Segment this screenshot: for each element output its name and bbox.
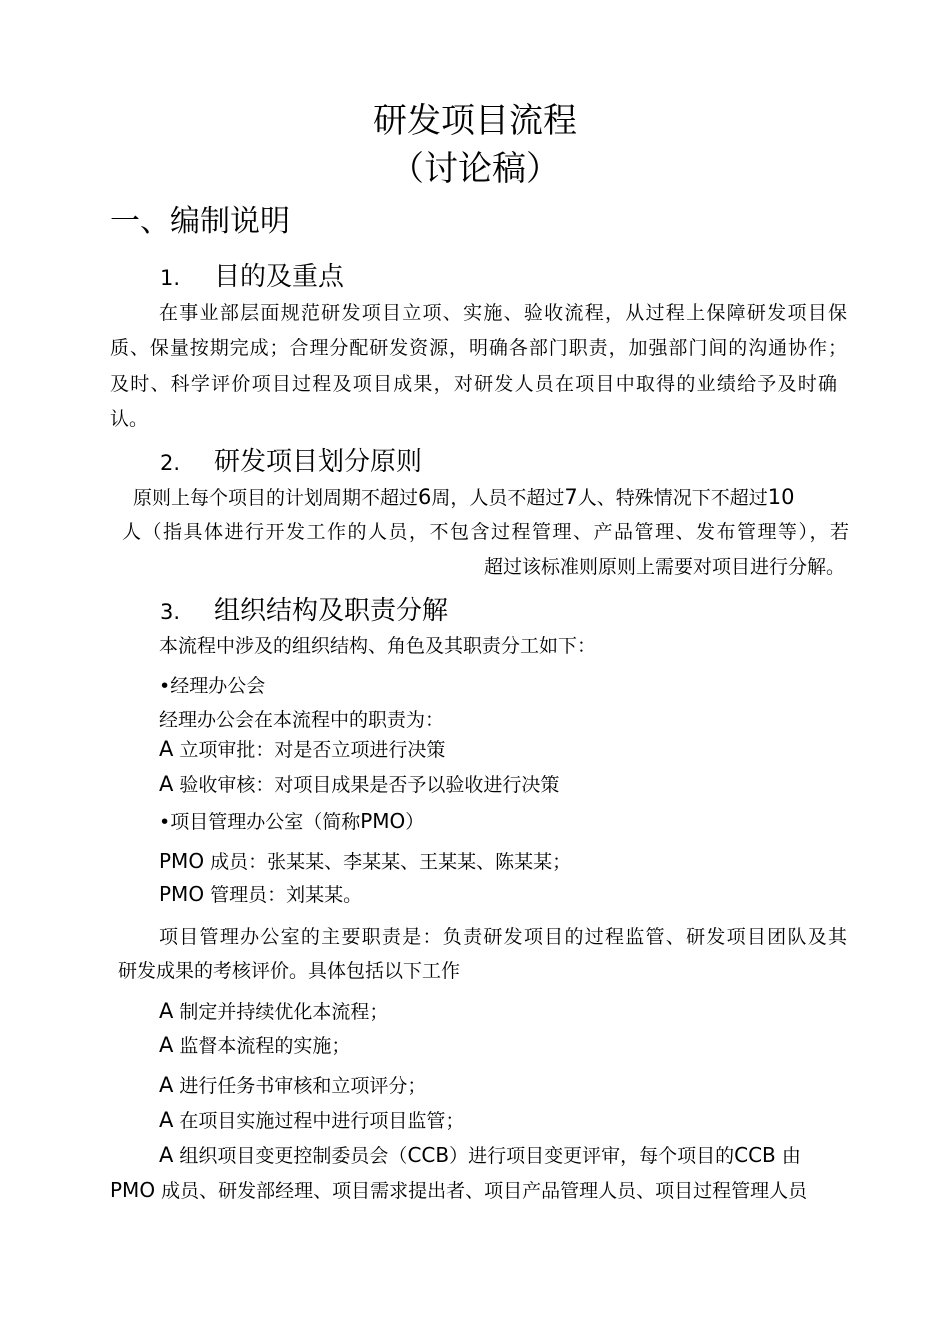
- paragraph-line: 经理办公会在本流程中的职责为：: [159, 709, 445, 731]
- text-fragment: 人、特殊情况下不超过: [577, 487, 768, 509]
- text-fragment: 管理员：刘某某。: [210, 884, 363, 906]
- paragraph-line: [110, 1180, 807, 1201]
- subsection-title: 研发项目划分原则: [214, 447, 423, 477]
- subsection-number: 1.: [160, 266, 181, 290]
- task-text: 进行任务书审核和立项评分；: [179, 1075, 427, 1097]
- paragraph-line: 研发成果的考核评价。具体包括以下工作: [118, 960, 461, 982]
- document-title: 研发项目流程: [373, 101, 577, 141]
- text-fragment: ）: [405, 811, 425, 833]
- paragraph-line: 本流程中涉及的组织结构、角色及其职责分工如下：: [159, 635, 597, 657]
- list-marker: A: [159, 1033, 174, 1057]
- task-item: [159, 1145, 801, 1166]
- list-marker: A: [159, 772, 174, 796]
- task-text: 监督本流程的实施；: [179, 1035, 351, 1057]
- task-item: [159, 1075, 426, 1096]
- text-fragment: 原则上每个项目的计划周期不超过: [133, 487, 419, 509]
- text-fragment: 周，人员不超过: [431, 487, 565, 509]
- paragraph-line: 超过该标准则原则上需要对项目进行分解。: [483, 556, 845, 578]
- abbr-fragment: CCB: [407, 1143, 450, 1167]
- subsection-number: 2.: [160, 451, 181, 475]
- duty-item: [159, 774, 559, 795]
- subsection-number: 3.: [160, 600, 181, 624]
- text-fragment: •项目管理办公室（简称: [159, 811, 361, 833]
- list-marker: A: [159, 737, 174, 761]
- text-fragment: 由: [781, 1145, 801, 1167]
- paragraph-line: [133, 487, 795, 508]
- abbr-fragment: CCB: [734, 1143, 776, 1167]
- text-fragment: 成员、研发部经理、项目需求提出者、项目产品管理人员、项目过程管理人员: [161, 1180, 808, 1202]
- task-item: [159, 1035, 350, 1056]
- paragraph-line: 人（指具体进行开发工作的人员，不包含过程管理、产品管理、发布管理等），若: [122, 521, 849, 543]
- task-text: 在项目实施过程中进行项目监管；: [179, 1110, 465, 1132]
- list-marker: A: [159, 1143, 174, 1167]
- abbr-fragment: PMO: [360, 809, 406, 833]
- paragraph-line: 项目管理办公室的主要职责是：负责研发项目的过程监管、研发项目团队及其: [159, 926, 847, 948]
- duty-text: 立项审批：对是否立项进行决策: [179, 739, 446, 761]
- subsection-heading-3: [160, 598, 448, 624]
- pmo-members: [159, 851, 571, 872]
- abbr-fragment: PMO: [159, 849, 205, 873]
- bullet-item: [159, 811, 424, 832]
- section-heading: 一、编制说明: [110, 204, 290, 239]
- abbr-fragment: PMO: [110, 1178, 156, 1202]
- paragraph-line: 认。: [110, 408, 149, 430]
- duty-text: 验收审核：对项目成果是否予以验收进行决策: [179, 774, 560, 796]
- number-fragment: 6: [418, 485, 432, 509]
- subsection-heading-1: [160, 264, 344, 290]
- abbr-fragment: PMO: [159, 882, 205, 906]
- text-fragment: ）进行项目变更评审，每个项目的: [449, 1145, 735, 1167]
- paragraph-line: 在事业部层面规范研发项目立项、实施、验收流程，从过程上保障研发项目保: [159, 302, 847, 324]
- document-subtitle: （讨论稿）: [390, 149, 560, 189]
- subsection-title: 组织结构及职责分解: [214, 596, 449, 626]
- text-fragment: 成员：张某某、李某某、王某某、陈某某；: [210, 851, 572, 873]
- subsection-heading-2: [160, 449, 422, 475]
- paragraph-line: 及时、科学评价项目过程及项目成果，对研发人员在项目中取得的业绩给予及时确: [110, 373, 837, 395]
- text-fragment: 组织项目变更控制委员会（: [179, 1145, 408, 1167]
- number-fragment: 10: [767, 485, 795, 509]
- list-marker: A: [159, 999, 174, 1023]
- list-marker: A: [159, 1073, 174, 1097]
- number-fragment: 7: [564, 485, 578, 509]
- duty-item: [159, 739, 445, 760]
- task-item: [159, 1110, 464, 1131]
- subsection-title: 目的及重点: [214, 262, 345, 292]
- task-text: 制定并持续优化本流程；: [179, 1001, 389, 1023]
- list-marker: A: [159, 1108, 174, 1132]
- bullet-item: •经理办公会: [159, 675, 266, 697]
- paragraph-line: 质、保量按期完成；合理分配研发资源，明确各部门职责，加强部门间的沟通协作；: [110, 337, 847, 359]
- pmo-manager: [159, 884, 362, 905]
- task-item: [159, 1001, 388, 1022]
